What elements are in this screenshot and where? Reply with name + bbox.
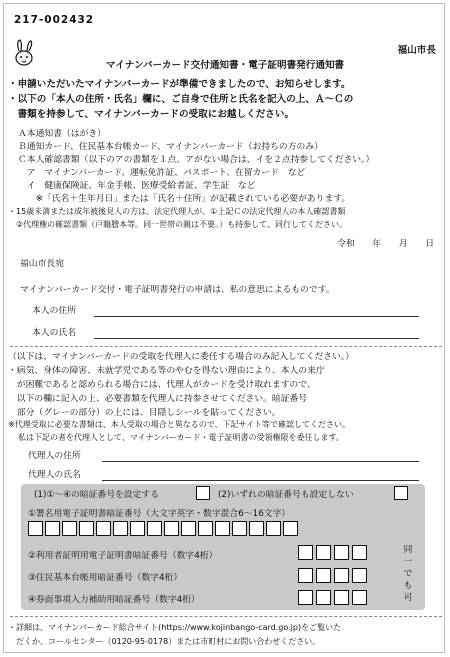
principal-address-label: 本人の住所	[32, 306, 76, 316]
issuer: 福山市長	[397, 45, 436, 56]
proxy-address-field[interactable]	[102, 461, 419, 462]
intro-line-2: ・以下の「本人の住所・氏名」欄に、ご自身で住所と氏名を記入の上、Ａ～Ｃの	[8, 94, 354, 105]
proxy-text-3: 以下の欄に記入の上、必要書類を代理人に持参させてください。暗証番号	[8, 394, 308, 404]
pin-row-4-label: ④券面事項入力補助用暗証番号（数字4桁）	[28, 595, 200, 605]
application-statement: マイナンバーカード交付・電子証明書発行の申請は、私の意思によるものです。	[20, 285, 335, 295]
intro-line-1: ・申請いただいたマイナンバーカードが準備できましたので、お知らせします。	[8, 79, 351, 90]
notification-postcard	[3, 3, 445, 653]
proxy-heading: （以下は、マイナンバーカードの受取を代理人に委任する場合のみ記入してください。）	[8, 352, 355, 362]
date-field[interactable]: 令和 年 月 日	[337, 239, 434, 249]
proxy-address-label: 代理人の住所	[28, 451, 81, 461]
pin-row-2-label: ②利用者証明用電子証明書暗証番号（数字4桁）	[28, 551, 218, 561]
document-number: 217-002432	[14, 14, 95, 26]
pin-2-cells[interactable]	[298, 545, 376, 560]
pin-row-3-label: ③住民基本台帳用暗証番号（数字4桁）	[28, 573, 183, 583]
doc-item-c: Ｃ本人確認書類（以下のアの書類を１点。アがない場合は、イを２点持参してください。）	[18, 155, 375, 165]
principal-address-field[interactable]	[94, 316, 419, 317]
divider	[10, 346, 442, 347]
divider	[10, 616, 442, 617]
addressee: 福山市長宛	[20, 259, 64, 269]
pin-4-cells[interactable]	[298, 590, 376, 605]
proxy-name-field[interactable]	[102, 480, 419, 481]
same-allowed-note: 同一でも可	[403, 545, 413, 603]
proxy-delegation-statement: 私は下記の者を代理人として、マイナンバーカード・電子証明書の受領権限を委任します。	[18, 433, 344, 442]
principal-name-field[interactable]	[94, 338, 419, 339]
pin-row-1-label: ①署名用電子証明書暗証番号（大文字英字・数字混合6～16文字）	[28, 509, 291, 519]
pin-1-cells[interactable]	[28, 521, 408, 536]
pin-option-set-checkbox[interactable]	[196, 486, 210, 500]
pin-3-cells[interactable]	[298, 568, 376, 583]
intro-line-3: 書類を持参して、マイナンバーカードの受取にお越しください。	[8, 109, 295, 120]
proxy-name-label: 代理人の氏名	[28, 470, 81, 480]
minor-note-line-2: ②代理権の確認書類（戸籍謄本等。同一世帯の親は不要。）も持参して、同行してください。	[8, 220, 348, 229]
minor-note-line-1: ・15歳未満または成年被後見人の方は、法定代理人が、①上記Ｃの法定代理人の本人確認書類	[8, 207, 346, 216]
pin-option-none-label: (2)いずれの暗証番号も設定しない	[218, 490, 354, 500]
pin-option-set-label: (1)①～④の暗証番号を設定する	[34, 490, 159, 500]
doc-item-a: Ａ本通知書（はがき）	[18, 129, 106, 139]
pin-option-none-checkbox[interactable]	[394, 486, 408, 500]
proxy-text-2: が困難であると認められる場合には、代理人がカードを受け取れますので、	[8, 380, 316, 390]
footer-line-1: ・詳細は、マイナンバーカード総合サイト(https://www.kojinbango-card.go.jp)をご覧いた	[8, 623, 342, 632]
principal-name-label: 本人の氏名	[32, 328, 76, 338]
doc-item-c-i: イ 健康保険証、年金手帳、医療受給者証、学生証 など	[18, 181, 256, 191]
proxy-text-1: ・病気、身体の障害、未就学児である等のやむを得ない理由により、本人の来庁	[8, 366, 325, 376]
doc-item-b: Ｂ通知カード、住民基本台帳カード、マイナンバーカード（お持ちの方のみ）	[18, 142, 323, 152]
proxy-text-4: 部分（グレーの部分）の上には、目隠しシールを貼ってください。	[8, 408, 281, 418]
doc-item-c-a: ア マイナンバーカード、運転免許証、パスポート、在留カード など	[18, 168, 306, 178]
proxy-documents-note: ※代理受取に必要な書類は、本人受取の場合と異なるので、下記サイト等で確認してください。	[8, 420, 350, 429]
doc-requirement-note: ※「氏名＋生年月日」または「氏名＋住所」が記載されている必要があります。	[18, 194, 351, 204]
footer-line-2: だくか、コールセンター（0120-95-0178）または市町村にお問い合わせください。	[8, 637, 321, 646]
document-title: マイナンバーカード交付通知書・電子証明書発行通知書	[105, 60, 345, 71]
